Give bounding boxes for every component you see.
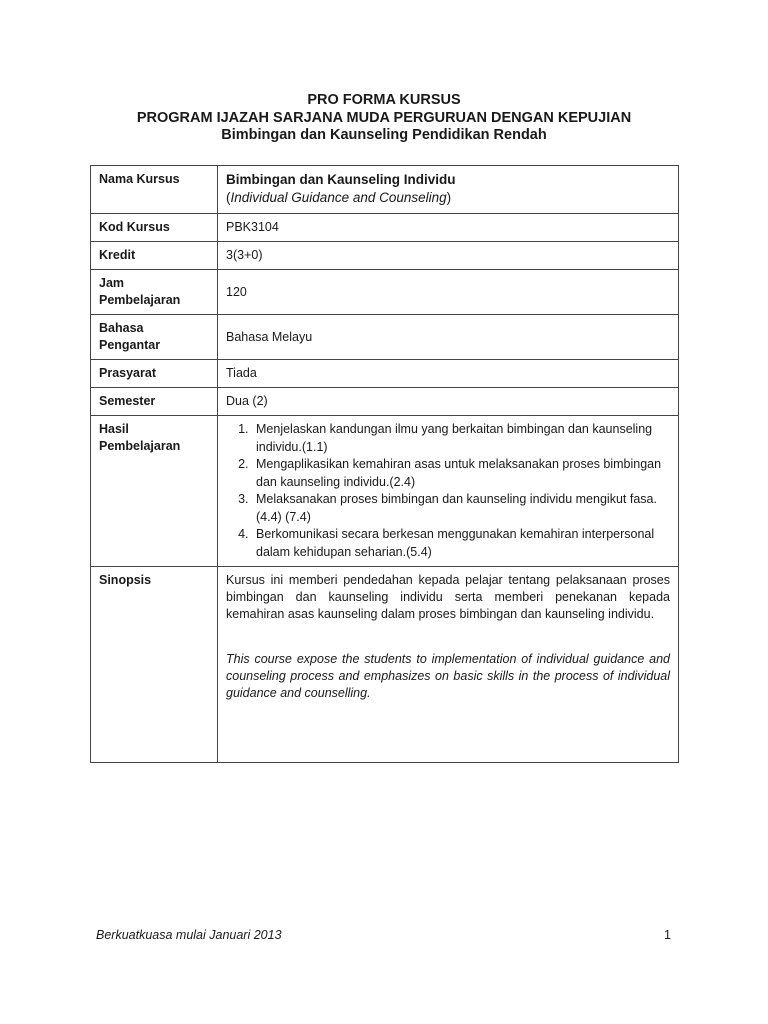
value-jam-pembelajaran: 120 <box>218 270 679 315</box>
header-specialization: Bimbingan dan Kaunseling Pendidikan Rendah <box>221 127 547 143</box>
list-item: 4. Berkomunikasi secara berkesan menggunakan kemahiran interpersonal dalam kehidupan seharian.(5.4) <box>252 526 670 561</box>
row-prasyarat <box>91 360 679 388</box>
row-bahasa-pengantar <box>91 315 679 360</box>
row-semester <box>91 388 679 416</box>
list-item: 1. Menjelaskan kandungan ilmu yang berkaitan bimbingan dan kaunseling individu.(1.1) <box>252 421 670 456</box>
label-hasil-pembelajaran <box>91 416 218 567</box>
value-semester: Dua (2) <box>218 388 679 416</box>
label-bahasa-pengantar <box>91 315 218 360</box>
row-kredit <box>91 242 679 270</box>
label-nama-kursus: Nama Kursus <box>91 166 218 214</box>
synopsis-english: This course expose the students to implementation of individual guidance and counseling process and emphasizes on basic skills in the process of individual guidance and counselling. <box>226 652 670 700</box>
label-bahasa-line2: Pengantar <box>99 338 161 352</box>
label-semester: Semester <box>91 388 218 416</box>
label-prasyarat: Prasyarat <box>91 360 218 388</box>
value-prasyarat: Tiada <box>218 360 679 388</box>
course-proforma-table <box>90 165 679 763</box>
page-number: 1 <box>664 928 671 942</box>
label-sinopsis: Sinopsis <box>91 567 218 763</box>
row-jam-pembelajaran <box>91 270 679 315</box>
value-sinopsis <box>218 567 679 763</box>
row-nama-kursus <box>91 166 679 214</box>
row-kod-kursus <box>91 214 679 242</box>
label-bahasa-line1: Bahasa <box>99 321 144 335</box>
paren-open: ( <box>226 190 231 205</box>
document-header <box>0 92 768 145</box>
label-jam-pembelajaran <box>91 270 218 315</box>
value-kod-kursus: PBK3104 <box>218 214 679 242</box>
label-kod-kursus: Kod Kursus <box>91 214 218 242</box>
value-bahasa-pengantar: Bahasa Melayu <box>218 315 679 360</box>
course-name-en <box>226 189 670 207</box>
label-hasil-line1: Hasil <box>99 422 129 436</box>
header-program: PROGRAM IJAZAH SARJANA MUDA PERGURUAN DENGAN KEPUJIAN <box>136 109 632 126</box>
footer-effective-date: Berkuatkuasa mulai Januari 2013 <box>96 928 282 942</box>
course-name-en-text: Individual Guidance and Counseling <box>230 190 447 205</box>
label-hasil-line2: Pembelajaran <box>99 439 181 453</box>
value-hasil-pembelajaran <box>218 416 679 567</box>
learning-outcomes-list <box>226 421 670 561</box>
header-title: PRO FORMA KURSUS <box>307 92 461 108</box>
list-item: 3. Melaksanakan proses bimbingan dan kaunseling individu mengikut fasa. (4.4) (7.4) <box>252 491 670 526</box>
label-jam-line1: Jam <box>99 276 125 290</box>
row-hasil-pembelajaran <box>91 416 679 567</box>
label-kredit: Kredit <box>91 242 218 270</box>
list-item: 2. Mengaplikasikan kemahiran asas untuk melaksanakan proses bimbingan dan kaunseling individu.(2.4) <box>252 456 670 491</box>
value-nama-kursus <box>218 166 679 214</box>
row-sinopsis <box>91 567 679 763</box>
value-kredit: 3(3+0) <box>218 242 679 270</box>
paren-close: ) <box>446 190 452 205</box>
synopsis-malay: Kursus ini memberi pendedahan kepada pelajar tentang pelaksanaan proses bimbingan dan kaunseling individu serta memberi penekanan kepada kemahiran asas kaunseling dalam proses bimbingan dan kaunseling individu. <box>226 573 670 621</box>
course-name-ms: Bimbingan dan Kaunseling Individu <box>226 172 456 187</box>
label-jam-line2: Pembelajaran <box>99 293 181 307</box>
